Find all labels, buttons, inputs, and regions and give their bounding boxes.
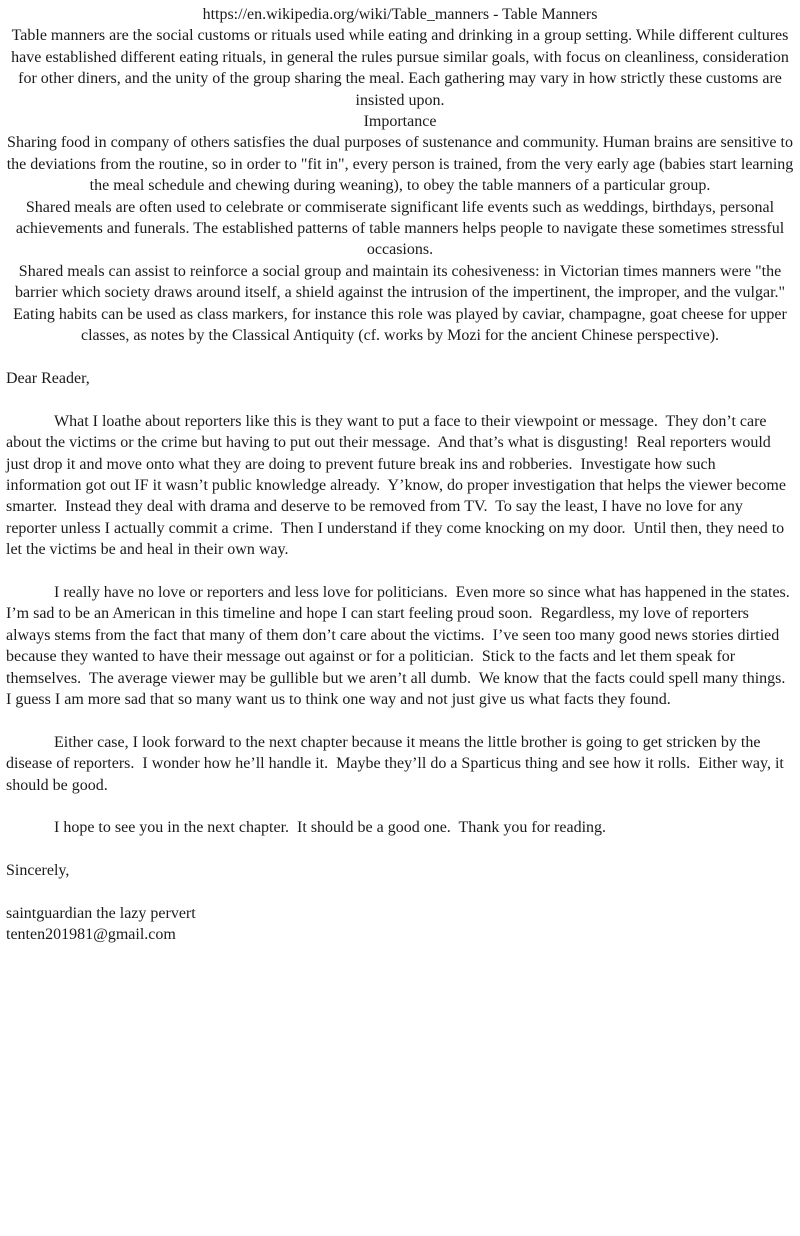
reader-letter-block xyxy=(6,368,798,946)
signature-name: saintguardian the lazy pervert xyxy=(6,904,196,922)
wiki-excerpt-block xyxy=(6,4,798,347)
letter-paragraph: I hope to see you in the next chapter. It should be a good one. Thank you for reading. xyxy=(54,819,607,837)
wiki-intro-paragraph: Table manners are the social customs or rituals used while eating and drinking in a group setting. While different cultures have established different eating rituals, in general the rules pursue similar goals, with focus on cleanliness, consideration for other diners, and the unity of the group sharing the meal. Each gathering may vary in how strictly these customs are insisted upon. xyxy=(11,27,793,109)
wiki-importance-paragraph: Shared meals are often used to celebrate or commiserate significant life events such as weddings, birthdays, personal achievements and funerals. The established patterns of table manners helps people to navigate these sometimes stressful occasions. xyxy=(15,198,789,259)
letter-salutation: Dear Reader, xyxy=(6,369,90,387)
wiki-importance-paragraph: Shared meals can assist to reinforce a social group and maintain its cohesiveness: in Victorian times manners were "the barrier which society draws around itself, a shield against the intrusion of the impertinent, the improper, and the vulgar." Eating habits can be used as class markers, for instance this role was played by caviar, champagne, goat cheese for upper classes, as notes by the Classical Antiquity (cf. works by Mozi for the ancient Chinese perspective). xyxy=(13,262,791,345)
wiki-source-title-line: https://en.wikipedia.org/wiki/Table_manners - Table Manners xyxy=(202,6,598,23)
wiki-section-heading: Importance xyxy=(363,113,437,131)
letter-paragraph: What I loathe about reporters like this is they want to put a face to their viewpoint or message. They don’t care about the victims or the crime but having to put out their message. And that’s what is disgusting! Real reporters would just drop it and move onto what they are doing to prevent future break ins and robberies. Investigate how such information got out IF it wasn’t public knowledge already. Y’know, do proper investigation that helps the viewer become smarter. Instead they deal with drama and deserve to be removed from TV. To say the least, I have no love for any reporter unless I actually commit a crime. Then I understand if they come knocking on my door. Until then, they need to let the victims be and heal in their own way. xyxy=(6,412,790,559)
letter-closing: Sincerely, xyxy=(6,862,70,880)
letter-paragraph: I really have no love or reporters and less love for politicians. Even more so since what has happened in the states. I’m sad to be an American in this timeline and hope I can start feeling proud soon. Regardless, my love of reporters always stems from the fact that many of them don’t care about the victims. I’ve seen too many good news stories dirtied because they wanted to have their message out against or for a politician. Stick to the facts and let them speak for themselves. The average viewer may be gullible but we aren’t all dumb. We know that the facts could spell many things. I guess I am more sad that so many want us to think one way and not just give us what facts they found. xyxy=(6,583,798,708)
wiki-importance-paragraph: Sharing food in company of others satisfies the dual purposes of sustenance and community. Human brains are sensitive to the deviations from the routine, so in order to "fit in", every person is trained, from the very early age (babies start learning the meal schedule and chewing during weaning), to obey the table manners of a particular group. xyxy=(6,134,798,195)
letter-paragraph: Either case, I look forward to the next chapter because it means the little brother is going to get stricken by the disease of reporters. I wonder how he’ll handle it. Maybe they’ll do a Sparticus thing and see how it rolls. Either way, it should be good. xyxy=(6,733,788,794)
signature-email: tenten201981@gmail.com xyxy=(6,926,176,944)
